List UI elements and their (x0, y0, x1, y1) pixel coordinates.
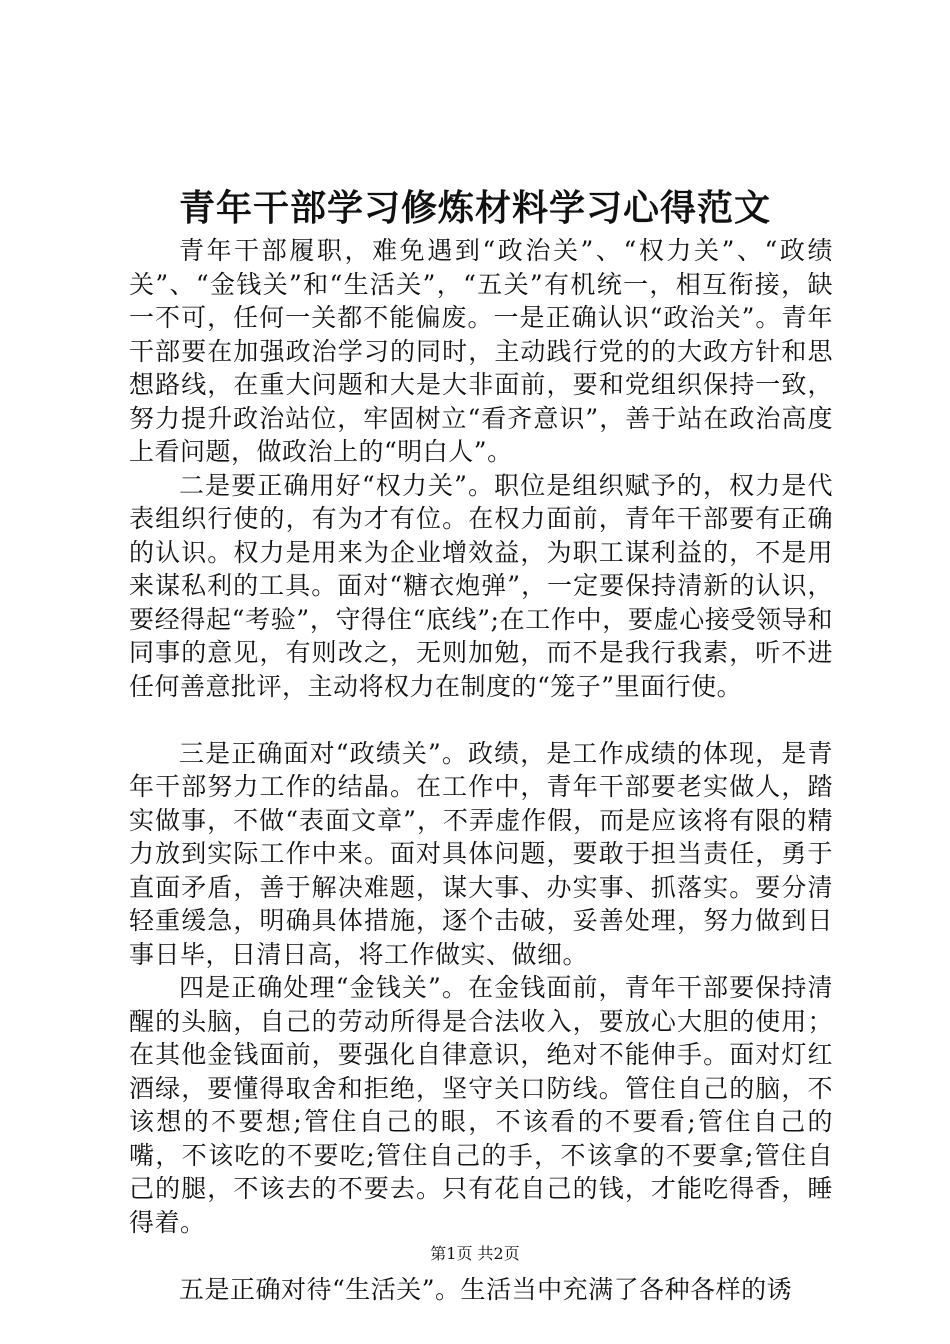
page-number-footer: 第1页 共2页 (430, 1244, 520, 1263)
document-title: 青年干部学习修炼材料学习心得范文 (178, 187, 771, 229)
paragraph-5: 五是正确对待“生活关”。生活当中充满了各种各样的诱 (179, 1274, 793, 1304)
paragraph-3: 三是正确面对“政绩关”。政绩，是工作成绩的体现，是青年干部努力工作的结晶。在工作中，青年干部要老实做人，踏实做事，不做“表面文章”，不弄虚作假，而是应该将有限的精力放到实际工作中来。面对具体问题，要敢于担当责任，勇于直面矛盾，善于解决难题，谋大事、办实事、抓落实。要分清轻重缓急，明确具体措施，逐个击破，妥善处理，努力做到日事日毕，日清日高，将工作做实、做细。 (129, 738, 833, 969)
paragraph-4: 四是正确处理“金钱关”。在金钱面前，青年干部要保持清醒的头脑，自己的劳动所得是合法收入，要放心大胆的使用；在其他金钱面前，要强化自律意识，绝对不能伸手。面对灯红酒绿，要懂得取舍和拒绝，坚守关口防线。管住自己的脑，不该想的不要想;管住自己的眼，不该看的不要看;管住自己的嘴，不该吃的不要吃;管住自己的手，不该拿的不要拿;管住自己的腿，不该去的不要去。只有花自己的钱，才能吃得香，睡得着。 (129, 973, 833, 1237)
document-body (129, 234, 833, 1306)
paragraph-1: 青年干部履职，难免遇到“政治关”、“权力关”、“政绩关”、“金钱关”和“生活关”，“五关”有机统一，相互衔接，缺一不可，任何一关都不能偏废。一是正确认识“政治关”。青年干部要在加强政治学习的同时，主动践行党的的大政方针和思想路线，在重大问题和大是大非面前，要和党组织保持一致，努力提升政治站位，牢固树立“看齐意识”，善于站在政治高度上看问题，做政治上的“明白人”。 (129, 236, 833, 466)
paragraph-spacer (129, 703, 833, 737)
paragraph-2: 二是要正确用好“权力关”。职位是组织赋予的，权力是代表组织行使的，有为才有位。在权力面前，青年干部要有正确的认识。权力是用来为企业增效益，为职工谋利益的，不是用来谋私利的工具。面对“糖衣炮弹”，一定要保持清新的认识，要经得起“考验”，守得住“底线”;在工作中，要虚心接受领导和同事的意见，有则改之，无则加勉，而不是我行我素，听不进任何善意批评，主动将权力在制度的“笼子”里面行使。 (129, 470, 833, 701)
